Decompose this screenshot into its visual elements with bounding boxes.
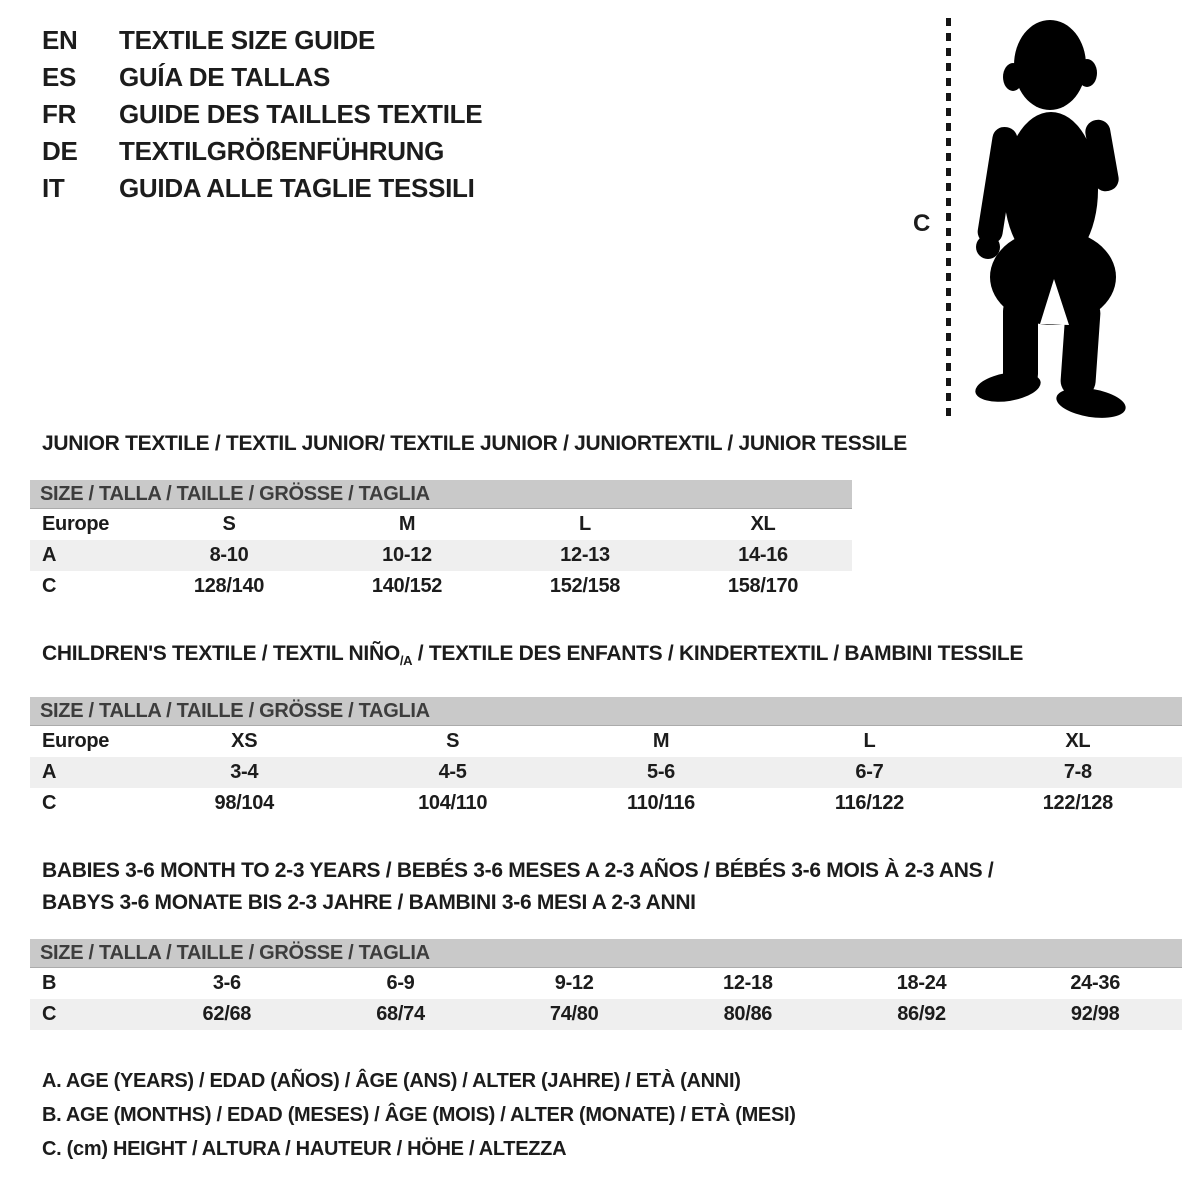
row-label: Europe — [42, 513, 110, 535]
cell-value: 68/74 — [376, 1003, 425, 1026]
section-title-line — [42, 638, 1182, 677]
table-row — [30, 509, 852, 540]
language-row — [42, 133, 482, 170]
legend-line: C. (cm) HEIGHT / ALTURA / HAUTEUR / HÖHE / ALTEZZA — [42, 1138, 567, 1160]
cell-value: 6-9 — [386, 972, 415, 995]
section-babies — [30, 855, 1182, 1030]
language-code: EN — [42, 25, 78, 55]
cell-value: 80/86 — [723, 1003, 773, 1026]
cell-value: L — [579, 513, 591, 535]
cell-value: 98/104 — [214, 792, 274, 815]
cell-value: 24-36 — [1070, 972, 1121, 995]
size-header-bar: SIZE / TALLA / TAILLE / GRÖSSE / TAGLIA — [30, 480, 852, 509]
cell-value: 8-10 — [209, 544, 249, 566]
cell-value: M — [398, 513, 416, 535]
language-code: IT — [42, 173, 65, 203]
language-row — [42, 22, 482, 59]
height-figure — [905, 10, 1195, 430]
section-title-text: /A — [399, 653, 413, 669]
cell-value: L — [863, 730, 876, 753]
guide-title: TEXTILE SIZE GUIDE — [119, 25, 376, 55]
guide-title: TEXTILGRÖßENFÜHRUNG — [119, 136, 445, 166]
cell-value: 128/140 — [193, 575, 265, 597]
guide-title: GUÍA DE TALLAS — [119, 62, 331, 92]
row-label: B — [42, 972, 57, 995]
cell-value: 7-8 — [1063, 761, 1092, 784]
cell-value: 14-16 — [738, 544, 788, 566]
table-row — [30, 540, 852, 571]
section-children — [30, 638, 1182, 819]
cell-value: S — [446, 730, 460, 753]
section-title-line — [42, 428, 1182, 460]
cell-value: 10-12 — [382, 544, 432, 566]
language-code: ES — [42, 62, 77, 92]
cell-value: 5-6 — [647, 761, 676, 784]
language-list — [42, 22, 482, 207]
section-title-text: BABYS 3-6 MONATE BIS 2-3 JAHRE / BAMBINI 3-6 MESI A 2-3 ANNI — [42, 891, 696, 915]
cell-value: XS — [231, 730, 258, 753]
table-row — [30, 726, 1182, 757]
cell-value: 110/116 — [627, 792, 696, 815]
row-label: C — [42, 792, 57, 815]
section-title-text: BABIES 3-6 MONTH TO 2-3 YEARS / BEBÉS 3-6 MESES A 2-3 AÑOS / BÉBÉS 3-6 MOIS À 2-3 ANS / — [42, 859, 994, 883]
section-title-line — [42, 887, 1182, 919]
section-title-text: / TEXTILE DES ENFANTS / KINDERTEXTIL / BAMBINI TESSILE — [412, 642, 1024, 665]
height-dashed-line — [946, 18, 951, 420]
cell-value: 158/170 — [727, 575, 799, 597]
height-measure-label: C — [913, 210, 931, 237]
cell-value: 92/98 — [1070, 1003, 1120, 1026]
language-code: FR — [42, 99, 77, 129]
cell-value: 3-6 — [212, 972, 241, 995]
cell-value: 4-5 — [438, 761, 467, 784]
section-junior — [30, 428, 1182, 602]
cell-value: XL — [1065, 730, 1091, 753]
table-row — [30, 999, 1182, 1030]
language-row — [42, 96, 482, 133]
cell-value: M — [652, 730, 670, 753]
cell-value: 12-13 — [560, 544, 610, 566]
cell-value: 3-4 — [230, 761, 259, 784]
table-row — [30, 757, 1182, 788]
language-row — [42, 170, 482, 207]
cell-value: 6-7 — [855, 761, 884, 784]
guide-title: GUIDE DES TAILLES TEXTILE — [119, 99, 483, 129]
cell-value: 152/158 — [549, 575, 621, 597]
section-title — [30, 638, 1182, 677]
cell-value: 9-12 — [554, 972, 594, 995]
language-row — [42, 59, 482, 96]
guide-title: GUIDA ALLE TAGLIE TESSILI — [119, 173, 475, 203]
cell-value: 18-24 — [896, 972, 947, 995]
size-header-bar: SIZE / TALLA / TAILLE / GRÖSSE / TAGLIA — [30, 697, 1182, 726]
cell-value: 74/80 — [549, 1003, 599, 1026]
section-title — [30, 855, 1182, 919]
row-label: A — [42, 761, 57, 784]
cell-value: XL — [750, 513, 776, 535]
cell-value: 140/152 — [371, 575, 443, 597]
cell-value: 122/128 — [1042, 792, 1113, 815]
row-label: A — [42, 544, 57, 566]
row-label: C — [42, 1003, 57, 1026]
section-title-text: CHILDREN'S TEXTILE / TEXTIL NIÑO — [42, 642, 400, 665]
row-label: C — [42, 575, 57, 597]
table-row — [30, 968, 1182, 999]
legend-line: B. AGE (MONTHS) / EDAD (MESES) / ÂGE (MOIS) / ALTER (MONATE) / ETÀ (MESI) — [42, 1104, 796, 1126]
cell-value: 116/122 — [834, 792, 904, 815]
section-title-line — [42, 855, 1182, 887]
cell-value: S — [222, 513, 236, 535]
cell-value: 12-18 — [723, 972, 773, 995]
cell-value: 86/92 — [897, 1003, 946, 1026]
section-title-text: JUNIOR TEXTILE / TEXTIL JUNIOR/ TEXTILE JUNIOR / JUNIORTEXTIL / JUNIOR TESSILE — [42, 432, 907, 455]
legend-line: A. AGE (YEARS) / EDAD (AÑOS) / ÂGE (ANS) / ALTER (JAHRE) / ETÀ (ANNI) — [42, 1070, 741, 1092]
toddler-silhouette-image — [962, 15, 1134, 420]
table-row — [30, 788, 1182, 819]
table-row — [30, 571, 852, 602]
cell-value: 104/110 — [418, 792, 488, 815]
language-code: DE — [42, 136, 78, 166]
cell-value: 62/68 — [202, 1003, 252, 1026]
measure-legend — [42, 1064, 796, 1166]
size-tables — [30, 428, 1182, 1066]
section-title — [30, 428, 1182, 460]
size-header-bar: SIZE / TALLA / TAILLE / GRÖSSE / TAGLIA — [30, 939, 1182, 968]
row-label: Europe — [42, 730, 110, 753]
